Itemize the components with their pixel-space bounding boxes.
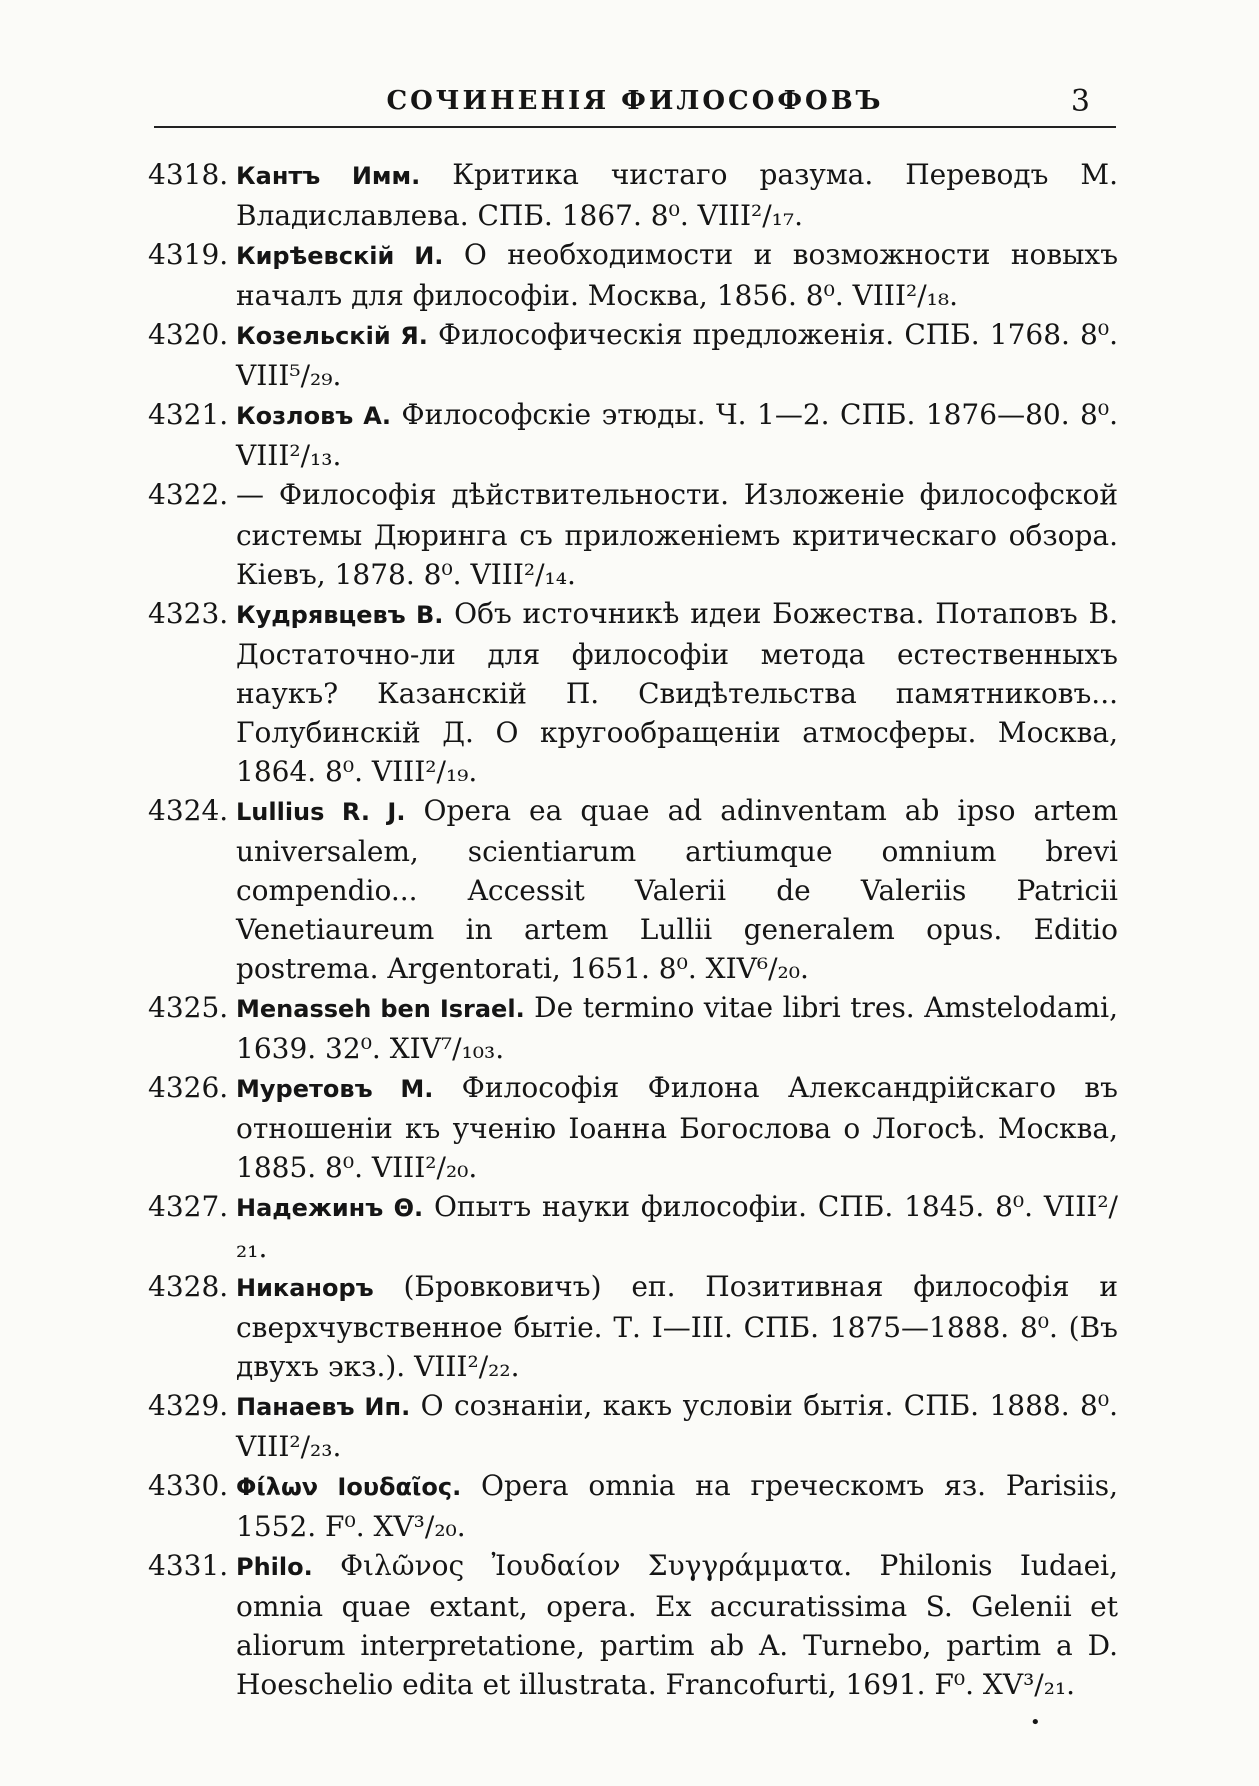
entry-author: Козельскій Я. — [236, 322, 428, 350]
entry-body: Opera ea quae ad adinventam ab ipso artem universalem, scientiarum artiumque omnium brevi compendio... Accessit Valerii de Valeriis Patricii Venetiaureum in artem Lullii generalem opus. Editio postrema. Argentorati, 1651. 8⁰. XIV⁶/₂₀. — [236, 794, 1119, 985]
entry-body: Критика чистаго разума. Переводъ М. Владиславлева. СПБ. 1867. 8⁰. VIII²/₁₇. — [236, 158, 1118, 232]
entry-author: Lullius R. J. — [236, 798, 406, 826]
running-head — [154, 82, 1116, 128]
entry-number: 4321. — [148, 398, 229, 431]
entry-number: 4319. — [148, 238, 229, 271]
entry-author: Кирѣевскій И. — [236, 242, 444, 270]
catalog-entry — [148, 155, 1118, 235]
entry-text — [236, 988, 1118, 1068]
entry-number: 4330. — [148, 1469, 229, 1502]
entry-author: Φίλων Ιουδαῖος. — [236, 1473, 462, 1501]
entry-body: De termino vitae libri tres. Amstelodami, 1639. 32⁰. XIV⁷/₁₀₃. — [236, 991, 1119, 1065]
catalog-entry — [148, 1546, 1118, 1704]
entry-text — [236, 1187, 1118, 1267]
entry-body: Φιλῶνος Ἰουδαίον Συγγράμματα. Philonis Iudaei, omnia quae extant, opera. Ex accuratissima S. Gelenii et aliorum interpretatione, partim ab A. Turnebo, partim a D. Hoeschelio edita et illustrata. Francofurti, 1691. F⁰. XV³/₂₁. — [236, 1549, 1118, 1701]
entry-text — [236, 1267, 1118, 1386]
catalog-entry — [148, 235, 1118, 315]
entry-number: 4327. — [148, 1190, 229, 1223]
entry-body: Философическія предложенія. СПБ. 1768. 8⁰. VIII⁵/₂₉. — [236, 318, 1118, 392]
entry-text — [236, 395, 1118, 475]
entry-text — [236, 1546, 1118, 1704]
catalog-entry — [148, 395, 1118, 475]
entry-list — [148, 155, 1118, 1704]
entry-number: 4329. — [148, 1389, 229, 1422]
entry-author: Никаноръ — [236, 1274, 374, 1302]
catalog-entry — [148, 475, 1118, 594]
entry-text — [236, 594, 1118, 791]
catalog-entry — [148, 988, 1118, 1068]
entry-author: Козловъ А. — [236, 402, 391, 430]
entry-author: Кантъ Имм. — [236, 162, 421, 190]
entry-text — [236, 155, 1118, 235]
entry-text — [236, 1068, 1118, 1187]
entry-text — [236, 475, 1118, 594]
entry-number: 4320. — [148, 318, 229, 351]
entry-author: Муретовъ М. — [236, 1075, 434, 1103]
entry-number: 4326. — [148, 1071, 229, 1104]
entry-body: Опытъ науки философіи. СПБ. 1845. 8⁰. VIII²/₂₁. — [236, 1190, 1118, 1264]
catalog-entry — [148, 1466, 1118, 1546]
entry-text — [236, 1386, 1118, 1466]
entry-author: Philo. — [236, 1553, 313, 1581]
page-number: 3 — [1070, 84, 1090, 119]
entry-number: 4318. — [148, 158, 229, 191]
entry-author: Кудрявцевъ В. — [236, 601, 444, 629]
entry-body: О сознаніи, какъ условіи бытія. СПБ. 1888. 8⁰. VIII²/₂₃. — [236, 1389, 1118, 1463]
catalog-entry — [148, 1068, 1118, 1187]
entry-text — [236, 1466, 1118, 1546]
entry-number: 4324. — [148, 794, 229, 827]
catalog-entry — [148, 315, 1118, 395]
entry-body: (Бровковичъ) еп. Позитивная философія и сверхчувственное бытіе. Т. I—III. СПБ. 1875—1888. 8⁰. (Въ двухъ экз.). VIII²/₂₂. — [236, 1270, 1118, 1383]
entry-body: Философія Филона Александрійскаго въ отношеніи къ ученію Іоанна Богослова о Логосѣ. Москва, 1885. 8⁰. VIII²/₂₀. — [236, 1071, 1118, 1184]
entry-number: 4328. — [148, 1270, 229, 1303]
catalog-entry — [148, 1386, 1118, 1466]
end-mark: • — [1030, 1712, 1041, 1733]
catalog-entry — [148, 1187, 1118, 1267]
entry-body: Философскіе этюды. Ч. 1—2. СПБ. 1876—80. 8⁰. VIII²/₁₃. — [236, 398, 1118, 472]
page-title: СОЧИНЕНІЯ ФИЛОСОФОВЪ — [386, 86, 884, 116]
entry-body: О необходимости и возможности новыхъ началъ для философіи. Москва, 1856. 8⁰. VIII²/₁₈. — [236, 238, 1119, 312]
catalog-entry — [148, 1267, 1118, 1386]
entry-author: Панаевъ Ип. — [236, 1393, 411, 1421]
entry-text — [236, 315, 1118, 395]
entry-body: — Философія дѣйствительности. Изложеніе философской системы Дюринга съ приложеніемъ критическаго обзора. Кіевъ, 1878. 8⁰. VIII²/₁₄. — [236, 478, 1118, 591]
entry-number: 4331. — [148, 1549, 229, 1582]
catalog-entry — [148, 594, 1118, 791]
entry-body: Объ источникѣ идеи Божества. Потаповъ В. Достаточно-ли для философіи метода естественныхъ наукъ? Казанскій П. Свидѣтельства памятниковъ... Голубинскій Д. О кругообращеніи атмосферы. Москва, 1864. 8⁰. VIII²/₁₉. — [236, 597, 1118, 788]
entry-number: 4325. — [148, 991, 229, 1024]
catalog-entry — [148, 791, 1118, 988]
entry-number: 4322. — [148, 478, 229, 511]
entry-text — [236, 791, 1118, 988]
entry-author: Надежинъ Θ. — [236, 1194, 424, 1222]
entry-author: Menasseh ben Israel. — [236, 995, 525, 1023]
entry-text — [236, 235, 1118, 315]
entry-body: Opera omnia на греческомъ яз. Parisiis, 1552. F⁰. XV³/₂₀. — [236, 1469, 1118, 1543]
entry-number: 4323. — [148, 597, 229, 630]
